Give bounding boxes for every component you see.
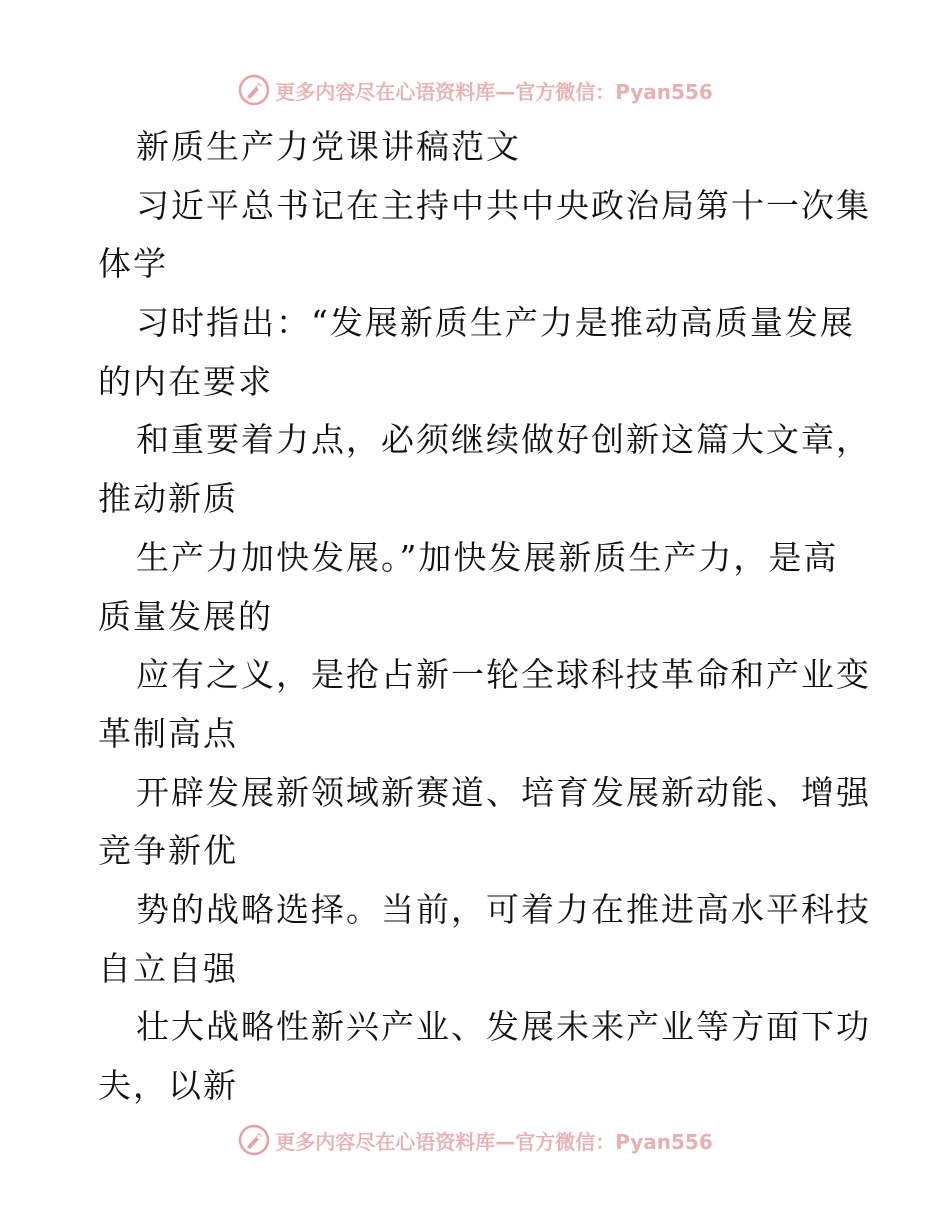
paragraph-line: 生产力加快发展。”加快发展新质生产力，是高 (136, 537, 839, 577)
paragraph-line: 和重要着力点，必须继续做好创新这篇大文章， (136, 420, 871, 460)
document-body (98, 118, 871, 1116)
paragraph-line: 习近平总书记在主持中共中央政治局第十一次集 (136, 185, 871, 225)
pen-nib-icon (237, 73, 271, 107)
paragraph-line: 革制高点 (98, 713, 238, 753)
paragraph-line: 夫，以新 (98, 1066, 238, 1105)
paragraph-line: 势的战略选择。当前，可着力在推进高水平科技 (136, 889, 871, 929)
watermark-banner-bottom (0, 1120, 950, 1160)
paragraph-line: 体学 (98, 244, 168, 284)
paragraph-line: 自立自强 (98, 948, 238, 988)
paragraph-line: 习时指出：“发展新质生产力是推动高质量发展 (136, 303, 855, 343)
watermark-banner-top (0, 70, 950, 110)
paragraph-line: 的内在要求 (98, 361, 273, 401)
paragraph-line: 开辟发展新领域新赛道、培育发展新动能、增强 (136, 772, 871, 812)
paragraph-line: 竞争新优 (98, 831, 238, 871)
paragraph-line: 壮大战略性新兴产业、发展未来产业等方面下功 (136, 1007, 871, 1047)
paragraph-line: 质量发展的 (98, 596, 273, 636)
paragraph-line: 应有之义，是抢占新一轮全球科技革命和产业变 (136, 655, 871, 695)
pen-nib-icon (237, 1123, 271, 1157)
paragraph-line: 推动新质 (98, 479, 238, 519)
watermark-text: 更多内容尽在心语资料库—官方微信：Pyan556 (275, 79, 713, 104)
document-title: 新质生产力党课讲稿范文 (136, 127, 521, 166)
watermark-text: 更多内容尽在心语资料库—官方微信：Pyan556 (275, 1129, 713, 1154)
